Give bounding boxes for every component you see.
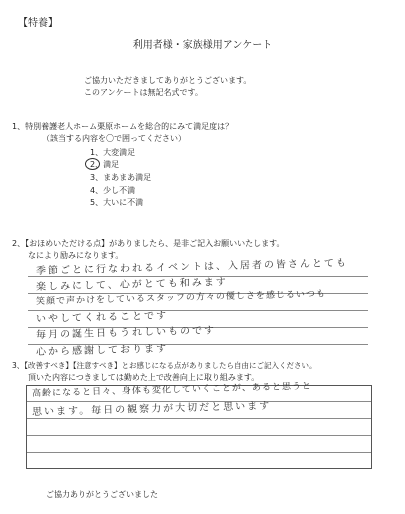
q3-answer-2[interactable]: 思います。毎日の観察力が大切だと思います: [31, 400, 272, 418]
q1-instruction: （該当する内容を〇で囲ってください）: [42, 134, 186, 143]
q2-question: 2、【おほめいただける点】がありましたら、是非ご記入お願いいたします。: [12, 239, 285, 248]
q2-answer-6[interactable]: 心から感謝しております: [35, 343, 169, 358]
selected-option-circle: [85, 158, 100, 170]
q1-option-3[interactable]: 3、まあまあ満足: [90, 173, 152, 182]
q3-answer-line-2: [27, 418, 371, 419]
q2-question-cont: なにより励みになります。: [28, 251, 124, 260]
intro-thanks: ご協力いただきましてありがとうございます。: [84, 76, 252, 85]
facility-tag: 【特養】: [18, 18, 58, 29]
q3-question: 3、【改善すべき】【注意すべき】とお感じになる点がありましたら自由にご記入ください。: [12, 361, 317, 370]
q3-answer-line-3: [27, 435, 371, 436]
q3-answer-1[interactable]: 高齢になると日々、身体も変化していくことが、あると思うと: [31, 381, 313, 399]
survey-title: 利用者様・家族様用アンケート: [132, 40, 273, 51]
q1-question: 1、特別養護老人ホーム栗原ホームを総合的にみて満足度は？: [12, 122, 234, 131]
q2-answer-3[interactable]: 笑顔で声かけをしているスタッフの方々の優しさを感じるいつも: [35, 289, 327, 307]
q3-answer-line-4: [27, 452, 371, 453]
q2-answer-2[interactable]: 楽しみにして、心がとても和みます: [35, 276, 228, 293]
q2-answer-1[interactable]: 季節ごとに行なわれるイベントは、入居者の皆さんとても: [35, 257, 349, 277]
q2-answer-4[interactable]: いやしてくれることです: [35, 310, 169, 325]
q1-option-5[interactable]: 5、大いに不満: [90, 198, 144, 207]
q1-option-4[interactable]: 4、少し不満: [90, 186, 136, 195]
q3-question-cont: 頂いた内容につきましては勤めた上で改善向上に取り組みます。: [28, 373, 260, 382]
q1-option-1[interactable]: 1、大変満足: [90, 148, 136, 157]
footer-thanks: ご協力ありがとうございました: [46, 490, 158, 499]
q1-option-2[interactable]: 2、満足: [90, 160, 120, 169]
q2-answer-5[interactable]: 毎月の誕生日もうれしいものです: [35, 325, 217, 341]
intro-anonymous: このアンケートは無記名式です。: [84, 88, 203, 97]
